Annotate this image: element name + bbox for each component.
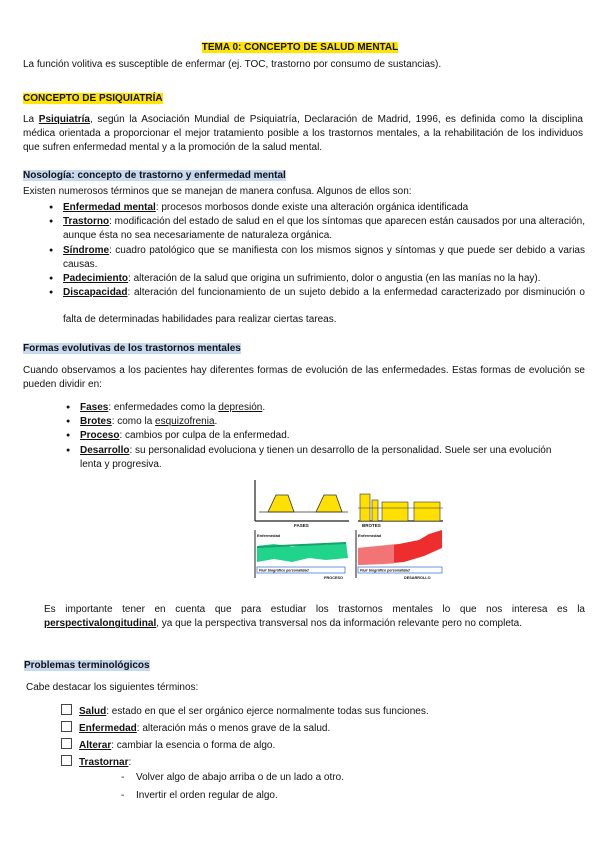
list-item: ● Brotes: como la esquizofrenia. [66, 415, 566, 429]
nosologia-heading-wrap [23, 169, 286, 183]
psiquiatria-line-2: médica orientada a proporcionar el mejor tratamiento posible a los trastornos mentales, a la rehabilitación de los individuos [23, 128, 583, 140]
intro-text: La función volitiva es susceptible de enfermar (ej. TOC, trastorno por consumo de sustancias). [23, 59, 442, 70]
enfermedad-right-label: Enfermedad [358, 533, 382, 538]
psiquiatria-heading-wrap [23, 92, 163, 106]
problemas-list [61, 704, 429, 772]
list-item: ● Síndrome: cuadro patológico que se manifiesta con los mismos signos y síntomas y que puede ser debido a varias causas. [49, 244, 585, 272]
nosologia-list [49, 201, 585, 300]
psiquiatria-heading: CONCEPTO DE PSIQUIATRÍA [23, 93, 163, 104]
checkbox-icon[interactable] [61, 738, 72, 749]
perspectiva-paragraph [44, 603, 585, 631]
perspectiva-term: perspectivalongitudinal [44, 618, 157, 630]
nosologia-intro: Existen numerosos términos que se manejan de manera confusa. Algunos de ellos son: [23, 186, 412, 197]
psiquiatria-line-3: que sufren enfermedad mental y a la promoción de la salud mental. [23, 142, 323, 154]
nosologia-item-5-line-2: falta de determinadas habilidades para realizar ciertas tareas. [63, 314, 337, 325]
fases-panel [255, 480, 349, 528]
psiquiatria-line-1: La Psiquiatría, según la Asociación Mundial de Psiquiatría, Declaración de Madrid, 1996, es definida como la disciplina [23, 114, 583, 125]
psiquiatria-paragraph [23, 113, 583, 156]
formas-line-1: Cuando observamos a los pacientes hay diferentes formas de evolución de las enfermedades. Estas formas de evolución se [23, 365, 585, 376]
trastornar-sublist [121, 771, 521, 807]
dash-icon: - [121, 790, 125, 801]
list-item: ● Desarrollo: su personalidad evoluciona y tienen un desarrollo de la personalidad. Suele ser una evolución lenta y progresiva. [66, 444, 566, 472]
page-title: TEMA 0: CONCEPTO DE SALUD MENTAL [201, 42, 399, 53]
proceso-label: PROCESO [324, 576, 343, 580]
checkbox-icon[interactable] [61, 704, 72, 715]
caption-left: Fluir biográfico personalidad [259, 568, 309, 573]
fases-wave-2 [316, 495, 342, 512]
list-item: ● Enfermedad mental: procesos morbosos donde existe una alteración orgánica identificada [49, 201, 585, 215]
list-item: Enfermedad: alteración más o menos grave de la salud. [61, 721, 429, 738]
list-item: Salud: estado en que el ser orgánico ejerce normalmente todas sus funciones. [61, 704, 429, 721]
link-esquizofrenia[interactable]: esquizofrenia [155, 416, 215, 428]
list-item: Alterar: cambiar la esencia o forma de algo. [61, 738, 429, 755]
desarrollo-label: DESARROLLO [404, 576, 431, 580]
checkbox-icon[interactable] [61, 755, 72, 766]
fases-wave-1 [268, 495, 294, 512]
list-item: ● Padecimiento: alteración de la salud que origina un sufrimiento, dolor o angustia (en las manías no la hay). [49, 272, 585, 286]
brote-4 [414, 502, 440, 521]
list-item: ● Fases: enfermedades como la depresión. [66, 401, 566, 415]
proceso-panel [255, 530, 348, 580]
enfermedad-left-label: Enfermedad [257, 533, 281, 538]
formas-heading: Formas evolutivas de los trastornos mentales [23, 343, 241, 354]
checkbox-icon[interactable] [61, 721, 72, 732]
perspectiva-line-1: Es importante tener en cuenta que para estudiar los trastornos mentales lo que nos interesa es la [44, 604, 585, 615]
problemas-intro: Cabe destacar los siguientes términos: [26, 682, 199, 693]
psiquiatria-term: Psiquiatría [38, 114, 90, 125]
list-item: ● Trastorno: modificación del estado de salud en el que los síntomas que aparecen están causados por una alteración, aunque ésta no sea necesariamente de naturaleza orgánica. [49, 215, 585, 243]
page-title-wrap [0, 41, 600, 55]
brote-2 [372, 500, 378, 521]
nosologia-heading: Nosología: concepto de trastorno y enfermedad mental [23, 170, 286, 181]
link-depresion[interactable]: depresión [218, 402, 263, 413]
list-item: ● Discapacidad: alteración del funcionamiento de un sujeto debido a la enfermedad caracterizado por disminución o [49, 286, 585, 300]
formas-line-2: pueden dividir en: [23, 379, 102, 391]
desarrollo-panel [356, 530, 442, 580]
formas-heading-wrap [23, 342, 241, 356]
sub-list-item: - Volver algo de abajo arriba o de un lado a otro. [121, 771, 521, 789]
dash-icon: - [121, 772, 125, 783]
problemas-heading: Problemas terminológicos [24, 660, 150, 671]
formas-paragraph [23, 364, 585, 392]
fases-label: FASES [294, 523, 309, 528]
evolution-forms-figure [254, 478, 444, 583]
brotes-panel [358, 494, 443, 528]
perspectiva-line-2: perspectivalongitudinal, ya que la perspectiva transversal nos da información relevante pero no completa. [44, 618, 523, 630]
list-item: ● Proceso: cambios por culpa de la enfermedad. [66, 429, 566, 443]
brote-3 [382, 502, 408, 521]
list-item: Trastornar: [61, 755, 429, 772]
problemas-heading-wrap [24, 659, 150, 673]
formas-list [66, 401, 566, 472]
brote-1 [360, 494, 370, 521]
brotes-label: BROTES [362, 523, 381, 528]
caption-right: Fluir biográfico personalidad [360, 568, 410, 573]
sub-list-item: - Invertir el orden regular de algo. [121, 789, 521, 807]
